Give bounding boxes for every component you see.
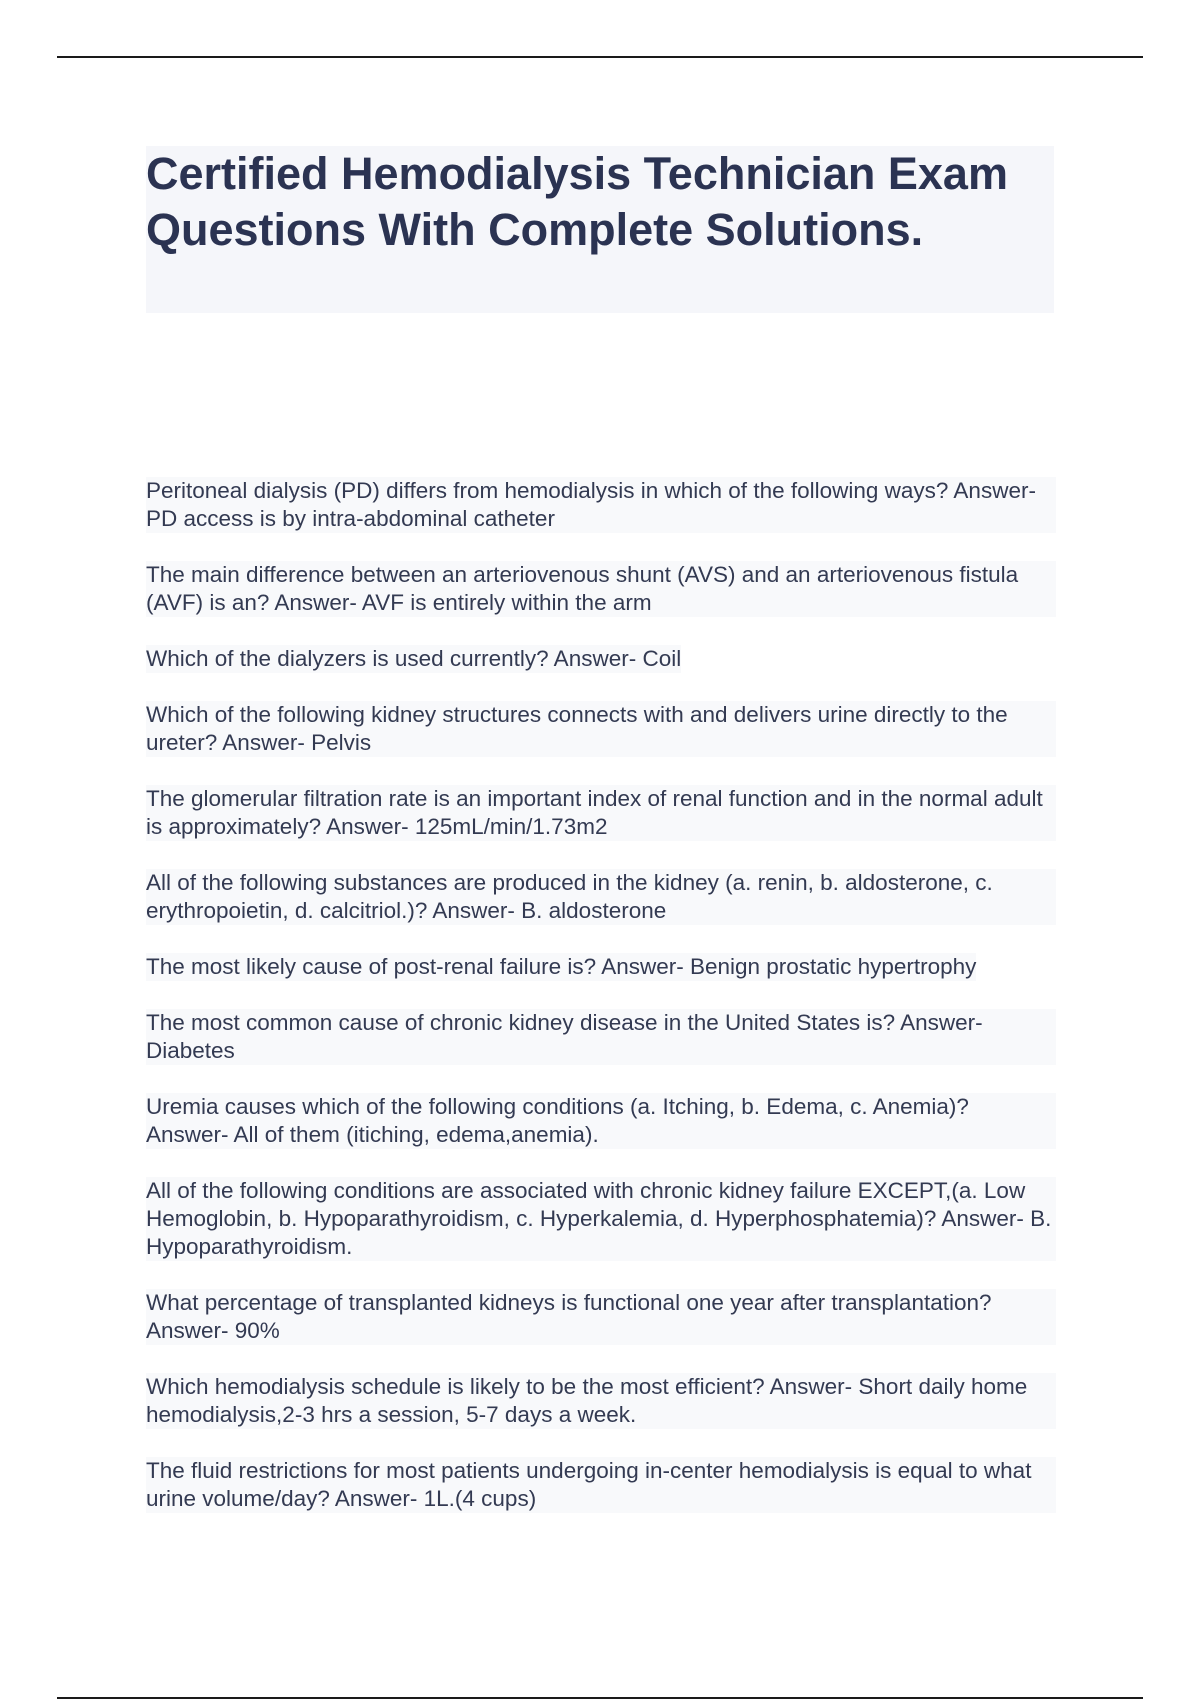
qa-item: Which of the following kidney structures connects with and delivers urine directly to the ureter? Answer- Pelvis bbox=[146, 701, 1056, 757]
top-divider bbox=[57, 56, 1143, 58]
qa-item: All of the following substances are produced in the kidney (a. renin, b. aldosterone, c. erythropoietin, d. calcitriol.)? Answer- B. aldosterone bbox=[146, 869, 1056, 925]
qa-item: The fluid restrictions for most patients undergoing in-center hemodialysis is equal to what urine volume/day? Answer- 1L.(4 cups) bbox=[146, 1457, 1056, 1513]
qa-item: The most common cause of chronic kidney disease in the United States is? Answer- Diabetes bbox=[146, 1009, 1056, 1065]
qa-item: All of the following conditions are associated with chronic kidney failure EXCEPT,(a. Low Hemoglobin, b. Hypoparathyroidism, c. Hyperkalemia, d. Hyperphosphatemia)? Answer- B. Hypoparathyroidism. bbox=[146, 1177, 1056, 1261]
qa-item: What percentage of transplanted kidneys is functional one year after transplantation? Answer- 90% bbox=[146, 1289, 1056, 1345]
qa-item: The glomerular filtration rate is an important index of renal function and in the normal adult is approximately? Answer- 125mL/min/1.73m2 bbox=[146, 785, 1056, 841]
qa-item: The most likely cause of post-renal failure is? Answer- Benign prostatic hypertrophy bbox=[146, 954, 977, 979]
qa-item: Uremia causes which of the following conditions (a. Itching, b. Edema, c. Anemia)? Answer- All of them (itiching, edema,anemia). bbox=[146, 1093, 1056, 1149]
qa-item: Which of the dialyzers is used currently? Answer- Coil bbox=[146, 646, 682, 671]
qa-item: Peritoneal dialysis (PD) differs from hemodialysis in which of the following ways? Answer- PD access is by intra-abdominal catheter bbox=[146, 477, 1056, 533]
bottom-divider bbox=[57, 1697, 1143, 1699]
document-title: Certified Hemodialysis Technician Exam Questions With Complete Solutions. bbox=[146, 148, 1008, 255]
qa-item: The main difference between an arteriovenous shunt (AVS) and an arteriovenous fistula (AVF) is an? Answer- AVF is entirely within the arm bbox=[146, 561, 1056, 617]
qa-item: Which hemodialysis schedule is likely to be the most efficient? Answer- Short daily home hemodialysis,2-3 hrs a session, 5-7 days a week. bbox=[146, 1373, 1056, 1429]
qa-list bbox=[146, 477, 1066, 1541]
title-block bbox=[146, 146, 1054, 313]
